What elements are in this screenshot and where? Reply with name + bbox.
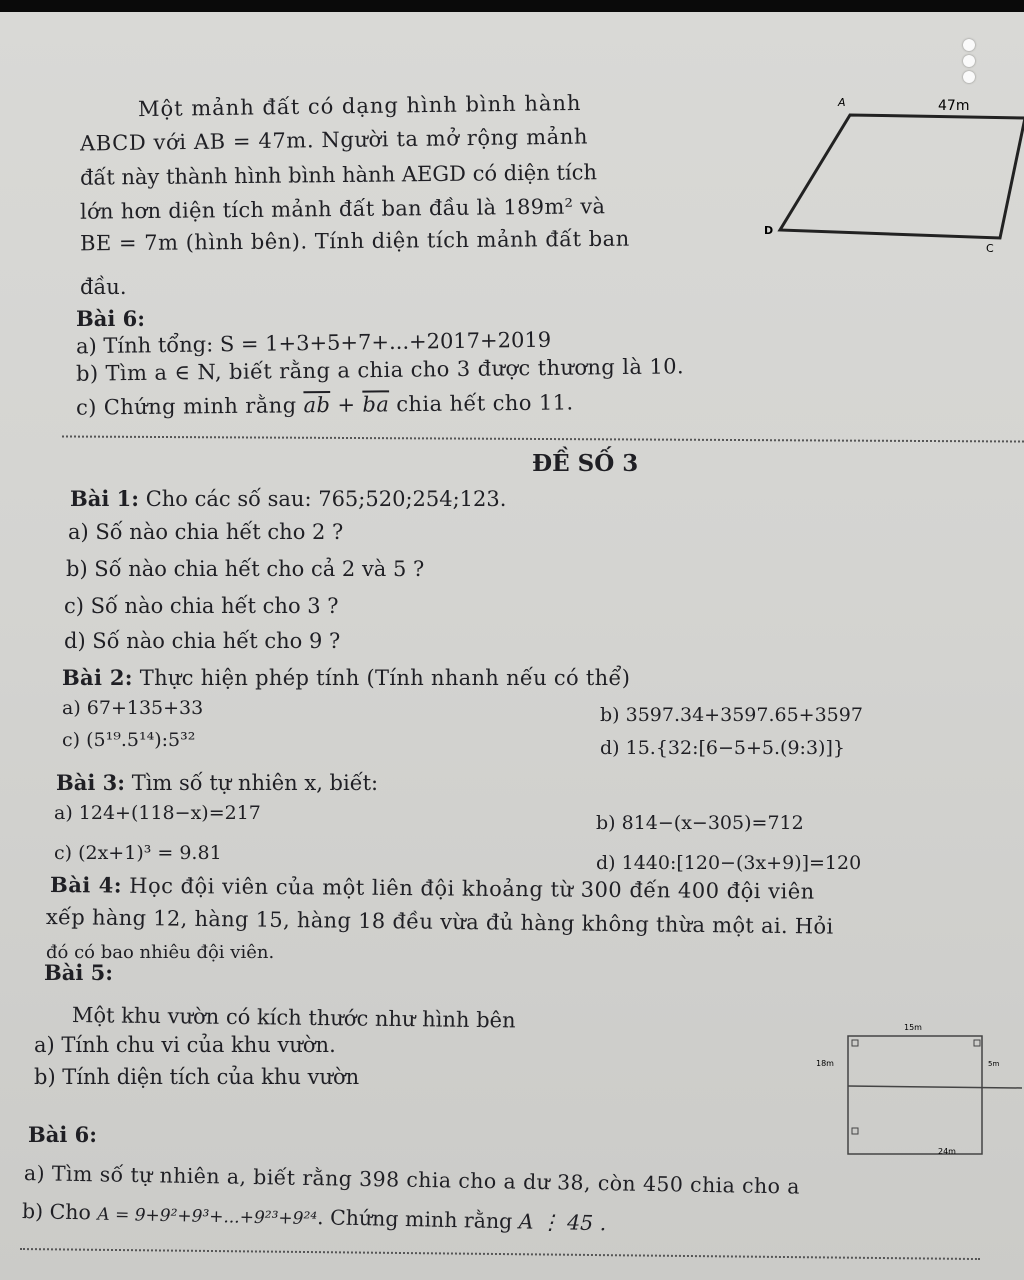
bai1-line: Bài 1: Cho các số sau: 765;520;254;123. (70, 486, 507, 511)
label-d: D (764, 224, 774, 237)
bai2-d: d) 15.{32:[6−5+5.(9:3)]} (600, 737, 845, 759)
bai4-line-3: đó có bao nhiêu đội viên. (46, 942, 275, 963)
bai2-b: b) 3597.34+3597.65+3597 (600, 704, 863, 726)
bai2-c: c) (5¹⁹.5¹⁴):5³² (62, 729, 196, 751)
label-15m: 15m (904, 1023, 922, 1032)
bai1-b: b) Số nào chia hết cho cả 2 và 5 ? (66, 557, 425, 581)
label-c: C (986, 242, 994, 255)
garden-figure (812, 1018, 1022, 1158)
bai3-b: b) 814−(x−305)=712 (596, 812, 804, 834)
label-47m: 47m (938, 98, 970, 114)
top-problem-line-4: lớn hơn diện tích mảnh đất ban đầu là 189m² và (79, 194, 606, 224)
top-problem-line-6: đầu. (80, 275, 127, 299)
bai2-a: a) 67+135+33 (62, 697, 204, 719)
bai4-line-2: xếp hàng 12, hàng 15, hàng 18 đều vừa đủ hàng không thừa một ai. Hỏi (45, 905, 834, 939)
bai6-bottom-title: Bài 6: (28, 1122, 98, 1147)
bai4-line-1: Bài 4: Học đội viên của một liên đội khoảng từ 300 đến 400 đội viên (49, 872, 815, 904)
label-18m: 18m (816, 1059, 834, 1068)
bai3-a: a) 124+(118−x)=217 (54, 802, 261, 824)
top-black-bar (0, 0, 1024, 12)
bai6-bottom-a: a) Tìm số tự nhiên a, biết rằng 398 chia cho a dư 38, còn 450 chia cho a (23, 1161, 801, 1199)
parallelogram-figure (760, 90, 1024, 255)
label-5m: 5m (988, 1060, 1000, 1068)
bai5-b: b) Tính diện tích của khu vườn (34, 1065, 360, 1089)
top-problem-line-2: ABCD với AB = 47m. Người ta mở rộng mảnh (79, 124, 589, 156)
exam-title: ĐỀ SỐ 3 (532, 450, 639, 477)
bai5-a: a) Tính chu vi của khu vườn. (34, 1033, 336, 1057)
bai2-line: Bài 2: Thực hiện phép tính (Tính nhanh nếu có thể) (62, 665, 631, 690)
bai3-line: Bài 3: Tìm số tự nhiên x, biết: (56, 770, 379, 795)
more-vert-icon[interactable] (956, 38, 982, 88)
bai5-title: Bài 5: (44, 960, 114, 985)
top-problem-line-5: BE = 7m (hình bên). Tính diện tích mảnh đất ban (79, 226, 630, 256)
bai3-d: d) 1440:[120−(3x+9)]=120 (596, 852, 862, 874)
bai6-top-c: c) Chứng minh rằng $\overline{ab} + \overline{ba}$ chia hết cho 11. (75, 390, 574, 420)
bai6-top-a: a) Tính tổng: S = 1+3+5+7+...+2017+2019 (75, 327, 552, 359)
top-problem-line-1: Một mảnh đất có dạng hình bình hành (137, 90, 582, 122)
bai1-c: c) Số nào chia hết cho 3 ? (64, 594, 339, 618)
bai1-a: a) Số nào chia hết cho 2 ? (68, 520, 344, 544)
bai6-bottom-b: b) Cho A = 9+9²+9³+...+9²³+9²⁴. Chứng minh rằng A ⋮ 45 . (21, 1199, 607, 1236)
bai3-c: c) (2x+1)³ = 9.81 (54, 842, 222, 864)
bai6-top-b: b) Tìm a ∈ N, biết rằng a chia cho 3 được thương là 10. (75, 354, 685, 386)
top-problem-line-3: đất này thành hình bình hành AEGD có diện tích (79, 160, 598, 190)
bai6-top-title: Bài 6: (76, 306, 146, 331)
bai5-intro: Một khu vườn có kích thước như hình bên (71, 1003, 516, 1033)
label-a: A (838, 96, 846, 109)
label-24m: 24m (938, 1147, 956, 1156)
bai1-d: d) Số nào chia hết cho 9 ? (64, 629, 341, 653)
